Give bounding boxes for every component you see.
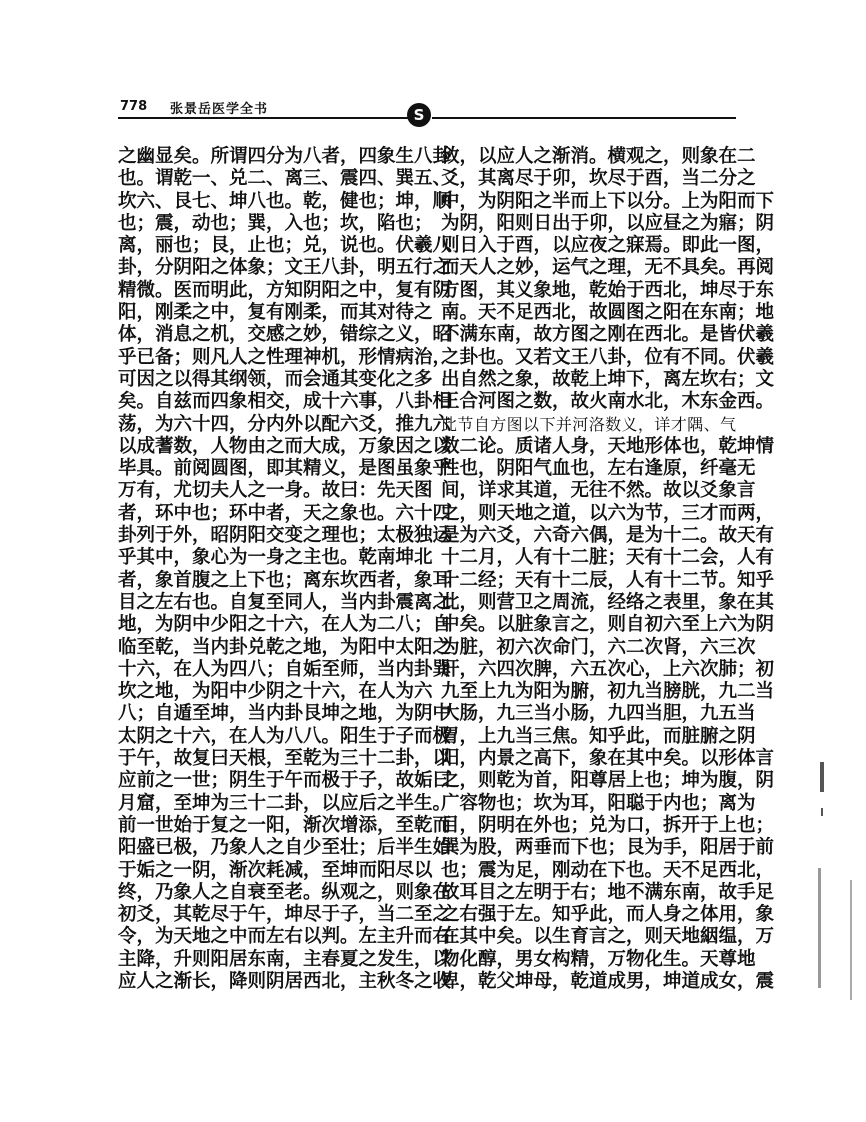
text-line: 于午，故复曰天根，至乾为三十二卦，以 (118, 748, 452, 770)
text-line: 中矣。以脏象言之，则自初六至上六为阴 (441, 614, 775, 636)
text-line: 临至乾，当内卦兑乾之地，为阳中太阳之 (118, 636, 452, 658)
text-line: 坎六、艮七、坤八也。乾，健也；坤，顺 (118, 190, 452, 212)
text-line: 物化醇，男女构精，万物化生。天尊地 (441, 948, 756, 970)
text-line: 之右强于左。知乎此，而人身之体用，象 (441, 904, 775, 926)
text-line: 初爻，其乾尽于午，坤尽于子，当二至之 (118, 904, 452, 926)
left-text-column (118, 146, 452, 993)
text-line: 应人之渐长，降则阴居西北，主秋冬之收 (118, 970, 452, 992)
text-line: 万有，尤切夫人之一身。故曰：先天图 (118, 480, 433, 502)
text-line: 卦，分阴阳之体象；文王八卦，明五行之 (118, 257, 452, 279)
text-line: 则日入于酉，以应夜之寐焉。即此一图， (441, 235, 775, 257)
scan-mark (821, 808, 823, 816)
text-line: 者，象首腹之上下也；离东坎西者，象耳 (118, 569, 452, 591)
text-line: 是为六爻，六奇六偶，是为十二。故天有 (441, 525, 775, 547)
scan-mark (850, 880, 852, 1000)
text-line: 为脏，初六次命门，六二次肾，六三次 (441, 636, 756, 658)
text-line: 不满东南，故方图之刚在西北。是皆伏羲 (441, 324, 775, 346)
text-line: 八；自遁至坤，当内卦艮坤之地，为阴中 (118, 703, 452, 725)
text-line: 故耳目之左明于右；地不满东南，故手足 (441, 881, 775, 903)
book-title: 张景岳医学全书 (170, 102, 269, 117)
text-line: 广容物也；坎为耳，阳聪于内也；离为 (441, 792, 756, 814)
text-line: 矣。自兹而四象相交，成十六事，八卦相 (118, 391, 452, 413)
text-line: 十二经；天有十二辰，人有十二节。知乎 (441, 569, 775, 591)
text-line: 月窟，至坤为三十二卦，以应后之半生。 (118, 792, 452, 814)
scan-mark (818, 868, 821, 988)
text-line: 应前之一世；阴生于午而极于子，故姤曰 (118, 770, 452, 792)
text-line: 坎之地，为阳中少阴之十六，在人为六 (118, 681, 433, 703)
header-rule-right (432, 117, 736, 119)
text-line: 阳盛已极，乃象人之自少至壮；后半生始 (118, 837, 452, 859)
text-line: 精微。医而明此，方知阴阳之中，复有阴 (118, 279, 452, 301)
page-number: 778 (120, 99, 148, 114)
text-line: 可因之以得其纲领，而会通其变化之多 (118, 368, 433, 390)
text-line: 毕具。前阅圆图，即其精义，是图虽象乎 (118, 458, 452, 480)
text-line: 之幽显矣。所谓四分为八者，四象生八卦 (118, 146, 452, 167)
text-line: 九至上九为阳为腑，初九当膀胱，九二当 (441, 681, 775, 703)
text-line: 阳，内景之高下，象在其中矣。以形体言 (441, 748, 775, 770)
text-line: 方图，其义象地，乾始于西北，坤尽于东 (441, 279, 775, 301)
text-line: 乎其中，象心为一身之主也。乾南坤北 (118, 547, 433, 569)
text-line: 体，消息之机，交感之妙，错综之义，昭 (118, 324, 452, 346)
text-line: 目之左右也。自复至同人，当内卦震离之 (118, 591, 452, 613)
text-line: 前一世始于复之一阳，渐次增添，至乾而 (118, 814, 452, 836)
text-line: 肝，六四次脾，六五次心，上六次肺；初 (441, 658, 775, 680)
text-line: 胃，上九当三焦。知乎此，而脏腑之阴 (441, 725, 756, 747)
text-line: 也；震，动也；巽，入也；坎，陷也； (118, 212, 433, 234)
text-line: 十二月，人有十二脏；天有十二会，人有 (441, 547, 775, 569)
text-line: 令，为天地之中而左右以判。左主升而右 (118, 926, 452, 948)
text-line: 中，为阴阳之半而上下以分。上为阳而下 (441, 190, 775, 212)
text-line: 数二论。质诸人身，天地形体也，乾坤情 (441, 435, 775, 457)
text-line: 性也，阴阳气血也，左右逢原，纤毫无 (441, 458, 756, 480)
text-line: 在其中矣。以生育言之，则天地絪缊，万 (441, 926, 775, 948)
text-line: 主降，升则阳居东南，主春夏之发生，以 (118, 948, 452, 970)
text-line: 太阴之十六，在人为八八。阳生于子而极 (118, 725, 452, 747)
text-line: 卦列于外，昭阴阳交变之理也；太极独运 (118, 525, 452, 547)
text-line: 荡，为六十四，分内外以配六爻，推九六 (118, 413, 452, 435)
text-line: 而天人之妙，运气之理，无不具矣。再阅 (441, 257, 775, 279)
text-line: 之，则天地之道，以六为节，三才而两， (441, 502, 775, 524)
text-line: 之卦也。又若文王八卦，位有不同。伏羲 (441, 346, 775, 368)
text-line: 终，乃象人之自衰至老。纵观之，则象在 (118, 881, 452, 903)
text-line: 之，则乾为首，阳尊居上也；坤为腹，阴 (441, 770, 775, 792)
publisher-logo-icon: S (407, 103, 431, 127)
text-line: 阳，刚柔之中，复有刚柔，而其对待之 (118, 302, 433, 324)
text-line: 此节自方图以下并河洛数义，详才隅、气 (441, 414, 736, 434)
text-line: 离，丽也；艮，止也；兑，说也。伏羲八 (118, 235, 452, 257)
text-line: 南。天不足西北，故圆图之阳在东南；地 (441, 302, 775, 324)
text-line: 以成蓍数，人物由之而大成，万象因之以 (118, 435, 452, 457)
text-line: 目，阴明在外也；兑为口，拆开于上也； (441, 814, 775, 836)
text-line: 乎已备；则凡人之性理神机，形情病治， (118, 346, 452, 368)
text-line: 者，环中也；环中者，天之象也。六十四 (118, 502, 452, 524)
text-line: 大肠，九三当小肠，九四当胆，九五当 (441, 703, 756, 725)
text-line: 敛，以应人之渐消。横观之，则象在二 (441, 146, 756, 167)
header-rule-left (118, 117, 408, 119)
scan-mark (820, 762, 824, 792)
text-line: 此，则营卫之周流，经络之表里，象在其 (441, 591, 775, 613)
text-line: 王合河图之数，故火南水北，木东金西。 (441, 391, 775, 413)
text-line: 地，为阴中少阳之十六，在人为二八；自 (118, 614, 452, 636)
text-line: 也；震为足，刚动在下也。天不足西北， (441, 859, 775, 881)
right-text-column (441, 146, 775, 993)
text-line: 为阴，阳则日出于卯，以应昼之为寤；阴 (441, 212, 775, 234)
text-line: 于姤之一阴，渐次耗减，至坤而阳尽以 (118, 859, 433, 881)
text-line: 十六，在人为四八；自姤至师，当内卦巽 (118, 658, 452, 680)
text-line: 间，详求其道，无往不然。故以爻象言 (441, 480, 756, 502)
text-line: 也。谓乾一、兑二、离三、震四、巽五、 (118, 168, 452, 190)
text-line: 爻，其离尽于卯，坎尽于酉，当二分之 (441, 168, 756, 190)
text-line: 出自然之象，故乾上坤下，离左坎右；文 (441, 368, 775, 390)
text-line: 卑，乾父坤母，乾道成男，坤道成女，震 (441, 970, 775, 992)
text-line: 巽为股，两垂而下也；艮为手，阳居于前 (441, 837, 775, 859)
